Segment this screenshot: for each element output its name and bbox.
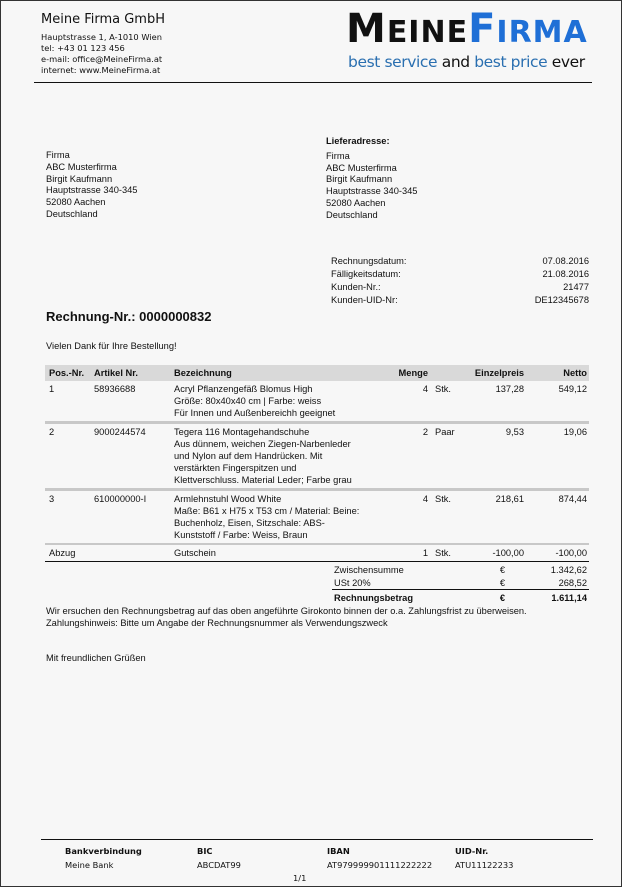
closing-text: Mit freundlichen Grüßen xyxy=(46,653,146,663)
total-row: Zwischensumme € 1.342,62 xyxy=(334,565,587,575)
sender-line: e-mail: office@MeineFirma.at xyxy=(41,54,163,64)
invoice-meta: Rechnungsdatum: 07.08.2016 Fälligkeitsdatum: 21.08.2016 Kunden-Nr.: 21477 Kunden-UID-Nr: DE12345678 xyxy=(331,256,589,305)
thanks-text: Vielen Dank für Ihre Bestellung! xyxy=(46,341,177,351)
billing-address: Firma ABC Musterfirma Birgit Kaufmann Hauptstrasse 340-345 52080 Aachen Deutschland xyxy=(46,150,138,219)
table-row: 2 9000244574 Tegera 116 Montagehandschuhe Aus dünnem, weichen Ziegen-Narbenleder und Nylon auf dem Handrücken. Mit verstärkten Fingerspitzen und Klettverschluss. Material Leder; Farbe grau 2 Paar 9,53 19,06 xyxy=(49,427,587,485)
sender-address xyxy=(41,32,162,76)
total-row: USt 20% € 268,52 xyxy=(334,578,587,588)
footer-divider xyxy=(41,839,593,840)
table-row: 3 610000000-I Armlehnstuhl Wood White Maße: B61 x H75 x T53 cm / Material: Beine: Buchenholz, Eisen, Sitzschale: ABS- Kunststoff / Farbe: Weiss, Braun 4 Stk. 218,61 874,44 xyxy=(49,494,587,540)
page-number: 1/1 xyxy=(293,873,307,883)
payment-notes: Wir ersuchen den Rechnungsbetrag auf das oben angeführte Girokonto binnen der o.a. Zahlungsfrist zu überweisen. Zahlungshinweis: Bitte um Angabe der Rechnungsnummer als Verwendungszweck xyxy=(46,606,527,628)
invoice-page: Meine Firma GmbH Hauptstrasse 1, A-1010 Wien tel: +43 01 123 456 e-mail: office@MeineFirma.at internet: www.MeineFirma.at MEINEFIRMA best service and best price ever Firma ABC Musterfirma Birgit Kaufmann Hauptstrasse 340-345 52080 Aachen Deutschland Lieferadresse: Firma ABC Musterfirma Birgit Kaufmann Hauptstrasse 340-345 52080 Aachen Deutschland Rechnungsdatum: 07.08.2016 Fälligkeitsdatum: 21.08.2016 Kunden-Nr.: 21477 Kunden-UID-Nr: DE12345678 Rechnung-Nr.: 0000000832 Vielen Dank für Ihre Bestellung! Pos.-Nr. Artikel Nr. Bezeichnung Menge Einzelpreis Netto 1 58936688 Acryl Pflanzengefäß Blomus High Größe: 80x40x40 cm | Farbe: weiss Für Innen und Außenbereichh geeignet 4 Stk. 137,28 549,12 2 9000244574 Tegera 116 Montagehandschuhe Aus dünnem, weichen Ziegen-Narbenleder und Nylon auf dem Handrücken. Mit verstärkten Fingerspitzen und Klettverschluss. Material Leder; Farbe grau 2 Paar 9,53 19,06 3 610000000-I Armlehnstuhl Wood White Maße: B61 x H75 x T53 cm / Material: Beine: Buchenholz, Eisen, Sitzschale: ABS- Kunststoff / Farbe: Weiss, Braun 4 Stk. 218,61 874,44 Abzug Gutschein 1 Stk. -100,00 -100,00 Zwischensumme € 1.342,62 USt 20% € 268,52 Rechnungsbetrag € 1.611,14 Wir ersuchen den Rechnungsbetrag auf das oben angeführte Girokonto binnen der o.a. Zahlungsfrist zu überweisen. Zahlungshinweis: Bitte um Angabe der Rechnungsnummer als Verwendungszweck Mit freundlichen Grüßen Bankverbindung Meine Bank BIC ABCDAT99 IBAN AT979999901111222222 UID-Nr. ATU11122233 1/1 xyxy=(0,0,622,887)
sender-line: tel: +43 01 123 456 xyxy=(41,43,125,53)
header-divider xyxy=(34,82,592,83)
table-row: 1 58936688 Acryl Pflanzengefäß Blomus High Größe: 80x40x40 cm | Farbe: weiss Für Innen und Außenbereichh geeignet 4 Stk. 137,28 549,12 xyxy=(49,384,587,418)
items-table xyxy=(45,365,589,604)
sender-line: Hauptstrasse 1, A-1010 Wien xyxy=(41,32,163,42)
sender-line: internet: www.MeineFirma.at xyxy=(41,65,161,75)
logo-tagline: best service and best price ever xyxy=(348,53,585,71)
table-row: Abzug Gutschein 1 Stk. -100,00 -100,00 xyxy=(49,548,587,558)
table-header: Pos.-Nr. Artikel Nr. Bezeichnung Menge Einzelpreis Netto xyxy=(45,365,589,381)
sender-name: Meine Firma GmbH xyxy=(41,12,165,27)
company-logo: MEINEFIRMA xyxy=(346,6,588,52)
grand-total-row: Rechnungsbetrag € 1.611,14 xyxy=(334,593,587,603)
delivery-address: Lieferadresse: Firma ABC Musterfirma Birgit Kaufmann Hauptstrasse 340-345 52080 Aachen Deutschland xyxy=(326,136,418,220)
invoice-number: Rechnung-Nr.: 0000000832 xyxy=(46,309,212,324)
